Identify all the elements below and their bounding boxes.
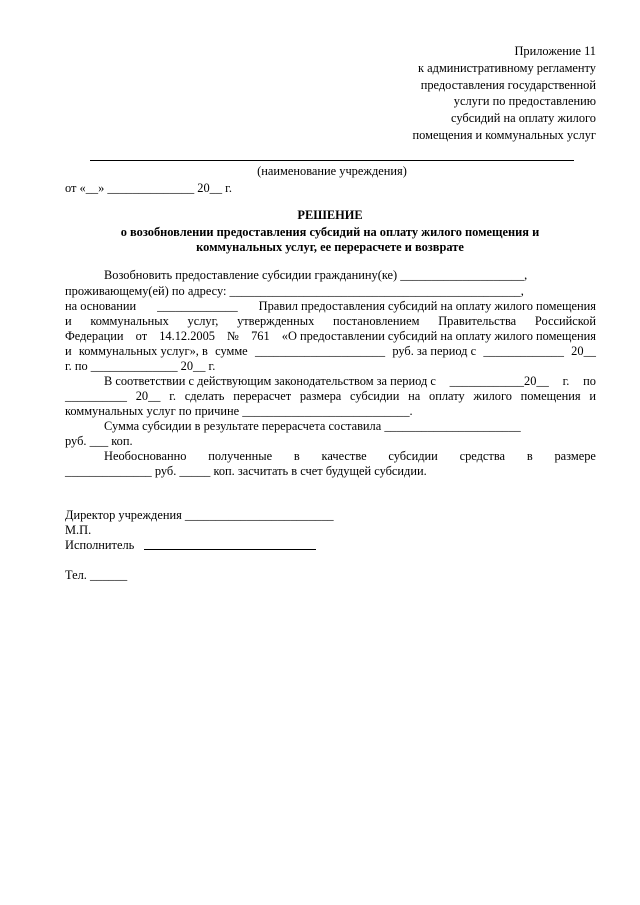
word: субсидии xyxy=(388,449,438,463)
word: г. xyxy=(562,374,570,388)
executor-signature-line xyxy=(144,549,316,550)
word: помещения xyxy=(520,389,581,403)
stamp-label: М.П. xyxy=(65,523,92,537)
appendix-line: услуги по предоставлению xyxy=(453,94,596,108)
word: оплату xyxy=(429,389,465,403)
phone-label: Тел. ______ xyxy=(65,568,128,582)
body-line: ______________ руб. _____ коп. засчитать в счет будущей субсидии. xyxy=(65,464,427,478)
body-line: проживающему(ей) по адресу: _______________________________________________, xyxy=(65,284,524,298)
word: _____________ xyxy=(157,299,238,313)
word: и xyxy=(65,314,72,328)
body-line xyxy=(104,374,596,388)
word: В соответствии с действующим законодательством за период с xyxy=(104,374,436,388)
word: от xyxy=(135,329,148,343)
word: __________ xyxy=(65,389,127,403)
institution-caption: (наименование учреждения) xyxy=(257,164,407,178)
appendix-line: к административному регламенту xyxy=(418,61,596,75)
word: коммунальных xyxy=(90,314,169,328)
document-subtitle: о возобновлении предоставления субсидий на оплату жилого помещения и xyxy=(120,225,540,239)
word: «О предоставлении субсидий на оплату жилого помещения xyxy=(281,329,596,343)
body-line: Сумма субсидии в результате перерасчета составила ______________________ xyxy=(104,419,521,433)
word: Правил предоставления субсидий на оплату жилого помещения xyxy=(258,299,596,313)
word: в xyxy=(526,449,533,463)
date-line: от «__» ______________ 20__ г. xyxy=(65,181,232,195)
word: руб. за период с xyxy=(392,344,477,358)
word: _____________ xyxy=(483,344,564,358)
appendix-line: помещения и коммунальных услуг xyxy=(412,128,596,142)
word: сделать xyxy=(184,389,225,403)
appendix-line: субсидий на оплату жилого xyxy=(451,111,596,125)
word: г. xyxy=(169,389,176,403)
document-title: РЕШЕНИЕ xyxy=(297,208,363,222)
word: и xyxy=(65,344,72,358)
word: № xyxy=(227,329,239,343)
body-line: г. по ______________ 20__ г. xyxy=(65,359,216,373)
body-line xyxy=(65,299,596,313)
appendix-line: предоставления государственной xyxy=(420,78,596,92)
body-line xyxy=(65,329,596,343)
body-line: руб. ___ коп. xyxy=(65,434,133,448)
word: 20__ xyxy=(135,389,161,403)
word: Правительства xyxy=(438,314,517,328)
word: размере xyxy=(554,449,596,463)
word: услуг, xyxy=(187,314,219,328)
word: на основании xyxy=(65,299,137,313)
word: ____________20__ xyxy=(449,374,549,388)
word: утвержденных xyxy=(237,314,315,328)
word: по xyxy=(583,374,596,388)
word: субсидии xyxy=(350,389,400,403)
word: 20__ xyxy=(571,344,596,358)
word: коммунальных услуг», в xyxy=(78,344,208,358)
word: 761 xyxy=(251,329,270,343)
word: Федерации xyxy=(65,329,124,343)
word: постановлением xyxy=(333,314,420,328)
body-line: коммунальных услуг по причине ___________________________. xyxy=(65,404,413,418)
body-line xyxy=(65,389,596,403)
appendix-line: Приложение 11 xyxy=(514,44,596,58)
director-signature: Директор учреждения ________________________ xyxy=(65,508,334,522)
document-subtitle: коммунальных услуг, ее перерасчете и возврате xyxy=(196,240,464,254)
word: и xyxy=(589,389,596,403)
word: средства xyxy=(459,449,506,463)
institution-name-line xyxy=(90,160,574,161)
word: Необоснованно xyxy=(104,449,187,463)
body-line xyxy=(65,314,596,328)
word: размера xyxy=(299,389,342,403)
word: 14.12.2005 xyxy=(159,329,215,343)
word: полученные xyxy=(208,449,273,463)
word: качестве xyxy=(321,449,367,463)
body-line xyxy=(104,449,596,463)
word: жилого xyxy=(473,389,512,403)
word: Российской xyxy=(534,314,596,328)
word: сумме xyxy=(215,344,248,358)
body-line: Возобновить предоставление субсидии гражданину(ке) ____________________, xyxy=(104,268,528,282)
word: перерасчет xyxy=(233,389,292,403)
body-line xyxy=(65,344,596,358)
executor-label: Исполнитель xyxy=(65,538,135,552)
word: _____________________ xyxy=(254,344,386,358)
word: на xyxy=(408,389,421,403)
word: в xyxy=(293,449,300,463)
